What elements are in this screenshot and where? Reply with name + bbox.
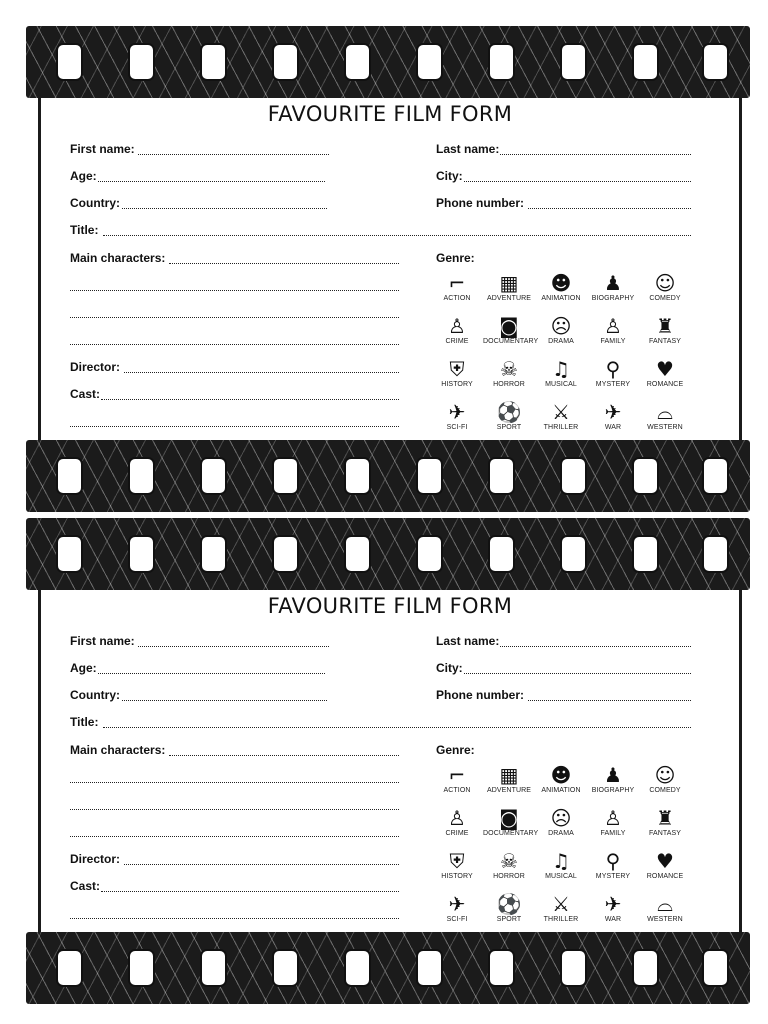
genre-label-text: DRAMA [548,830,574,837]
heart-icon: ♥ [656,849,674,873]
person-icon: ♟ [604,763,622,787]
shield-icon: ⛨ [449,357,465,381]
genre-label-text: ACTION [443,295,471,302]
genre-label-text: FANTASY [648,338,682,345]
genre-option-history[interactable] [431,357,483,388]
genre-option-sport[interactable] [483,892,535,923]
genre-option-crime[interactable] [431,806,483,837]
form-title: FAVOURITE FILM FORM [267,102,513,126]
genre-label-text: FANTASY [648,830,682,837]
map-icon: ▦ [499,763,519,787]
sprocket-hole [272,43,299,81]
field-label-first_name: First name: [70,142,135,156]
genre-label-text: FAMILY [600,338,626,345]
blank-line[interactable] [70,836,399,837]
pistol-icon: ⌐ [448,271,466,295]
genre-label-text: THRILLER [543,424,579,431]
field-label-country: Country: [70,196,120,210]
genre-label-text: ANIMATION [541,787,581,794]
sprocket-hole [702,457,729,495]
sprocket-hole [702,949,729,987]
field-line-city[interactable] [464,673,691,674]
genre-label-text: MUSICAL [545,381,577,388]
masked-face-icon: ☻ [550,763,572,787]
heart-icon: ♥ [656,357,674,381]
field-label-first_name: First name: [70,634,135,648]
blank-line[interactable] [70,782,399,783]
rocket-icon: ✈ [448,892,466,916]
music-note-icon: ♫ [552,849,570,873]
field-label-cast: Cast: [70,879,101,893]
film-camera-icon: ◙ [499,806,519,830]
film-strip-top [26,518,750,590]
sprocket-hole [416,535,443,573]
field-line-country[interactable] [122,208,327,209]
rocket-icon: ✈ [448,400,466,424]
form-panel [38,590,742,932]
family-icon: ♙ [604,806,622,830]
sprocket-hole [272,535,299,573]
laughing-face-icon: ☺ [654,763,676,787]
genre-label: Genre: [436,251,475,265]
genre-option-fantasy[interactable] [639,806,691,837]
genre-label-text: ROMANCE [646,381,684,388]
blank-line[interactable] [70,809,399,810]
genre-option-documentary[interactable] [483,806,539,837]
field-line-title[interactable] [103,727,691,728]
field-label-age: Age: [70,169,97,183]
sprocket-hole [344,949,371,987]
sprocket-hole [128,43,155,81]
genre-label-text: WESTERN [647,424,683,431]
genre-option-action[interactable] [431,271,483,302]
genre-option-comedy[interactable] [639,763,691,794]
film-strip-bottom [26,932,750,1004]
sprocket-hole [560,43,587,81]
sprocket-hole [272,457,299,495]
genre-label-text: HORROR [493,381,525,388]
genre-option-drama[interactable] [535,314,587,345]
knife-icon: ⚔ [552,400,570,424]
genre-label-text: COMEDY [649,295,681,302]
blank-line[interactable] [70,344,399,345]
genre-option-mystery[interactable] [587,357,639,388]
field-label-age: Age: [70,661,97,675]
field-label-director: Director: [70,360,121,374]
genre-label-text: WAR [604,916,622,923]
field-line-phone[interactable] [528,700,691,701]
genre-option-adventure[interactable] [483,763,535,794]
genre-option-horror[interactable] [483,849,535,880]
field-label-last_name: Last name: [436,142,500,156]
genre-label-text: WESTERN [647,916,683,923]
sprocket-hole [488,43,515,81]
blank-line[interactable] [70,290,399,291]
field-label-title: Title: [70,223,99,237]
field-label-last_name: Last name: [436,634,500,648]
theatre-masks-icon: ☹ [550,806,572,830]
sprocket-hole [200,535,227,573]
genre-label-text: BIOGRAPHY [591,787,635,794]
sprocket-hole [702,535,729,573]
fighter-jet-icon: ✈ [604,892,622,916]
field-line-cast[interactable] [101,891,399,892]
genre-label-text: SCI-FI [446,424,468,431]
field-line-director[interactable] [124,864,399,865]
genre-label-text: HISTORY [441,873,473,880]
genre-option-musical[interactable] [535,849,587,880]
sprocket-hole [128,535,155,573]
sprocket-hole [200,457,227,495]
form-panel [38,98,742,440]
field-label-title: Title: [70,715,99,729]
genre-option-biography[interactable] [587,271,639,302]
genre-label-text: ACTION [443,787,471,794]
sprocket-hole [702,43,729,81]
genre-option-musical[interactable] [535,357,587,388]
sprocket-hole [344,457,371,495]
sprocket-hole [416,949,443,987]
laughing-face-icon: ☺ [654,271,676,295]
blank-line[interactable] [70,426,399,427]
sprocket-hole [632,535,659,573]
genre-label: Genre: [436,743,475,757]
field-label-main_characters: Main characters: [70,743,166,757]
film-form-2 [26,518,750,1004]
genre-label-text: SPORT [496,916,522,923]
genre-option-romance[interactable] [639,357,691,388]
theatre-masks-icon: ☹ [550,314,572,338]
film-strip-bottom [26,440,750,512]
field-line-city[interactable] [464,181,691,182]
football-icon: ⚽ [496,892,522,916]
genre-label-text: HORROR [493,873,525,880]
genre-option-family[interactable] [587,314,639,345]
field-label-phone: Phone number: [436,688,525,702]
genre-label-text: BIOGRAPHY [591,295,635,302]
field-line-title[interactable] [103,235,691,236]
field-label-director: Director: [70,852,121,866]
genre-option-history[interactable] [431,849,483,880]
sprocket-hole [416,457,443,495]
film-camera-icon: ◙ [499,314,519,338]
sprocket-hole [128,457,155,495]
sprocket-hole [344,535,371,573]
sprocket-hole [56,43,83,81]
sprocket-hole [632,457,659,495]
fighter-jet-icon: ✈ [604,400,622,424]
field-line-main_characters[interactable] [169,263,399,264]
sprocket-hole [560,535,587,573]
genre-option-animation[interactable] [535,271,587,302]
genre-label-text: ADVENTURE [486,295,532,302]
film-strip-top [26,26,750,98]
genre-label-text: ADVENTURE [486,787,532,794]
genre-label-text: MYSTERY [595,873,631,880]
genre-label-text: COMEDY [649,787,681,794]
genre-option-thriller[interactable] [535,400,587,431]
field-label-city: City: [436,169,463,183]
field-label-main_characters: Main characters: [70,251,166,265]
field-line-director[interactable] [124,372,399,373]
cowboy-hat-icon: ⌓ [657,400,673,424]
field-line-phone[interactable] [528,208,691,209]
sprocket-hole [416,43,443,81]
field-label-country: Country: [70,688,120,702]
genre-option-animation[interactable] [535,763,587,794]
genre-option-war[interactable] [587,892,639,923]
genre-option-western[interactable] [639,400,691,431]
person-icon: ♟ [604,271,622,295]
field-line-first_name[interactable] [138,154,329,155]
genre-label-text: DOCUMENTARY [483,338,539,345]
genre-option-mystery[interactable] [587,849,639,880]
cowboy-hat-icon: ⌓ [657,892,673,916]
ghost-icon: ☠ [500,849,518,873]
sprocket-hole [56,535,83,573]
genre-option-crime[interactable] [431,314,483,345]
masked-face-icon: ☻ [550,271,572,295]
genre-option-action[interactable] [431,763,483,794]
sprocket-hole [488,457,515,495]
music-note-icon: ♫ [552,357,570,381]
genre-label-text: FAMILY [600,830,626,837]
genre-option-sci-fi[interactable] [431,400,483,431]
sprocket-hole [200,949,227,987]
sprocket-hole [56,949,83,987]
magnifying-glass-icon: ⚲ [605,849,621,873]
field-line-country[interactable] [122,700,327,701]
genre-option-fantasy[interactable] [639,314,691,345]
sprocket-hole [272,949,299,987]
map-icon: ▦ [499,271,519,295]
genre-option-sci-fi[interactable] [431,892,483,923]
chalk-outline-icon: ♙ [448,806,466,830]
genre-label-text: THRILLER [543,916,579,923]
genre-label-text: MUSICAL [545,873,577,880]
field-line-first_name[interactable] [138,646,329,647]
field-label-phone: Phone number: [436,196,525,210]
family-icon: ♙ [604,314,622,338]
sprocket-hole [128,949,155,987]
sprocket-hole [344,43,371,81]
sprocket-hole [632,43,659,81]
ghost-icon: ☠ [500,357,518,381]
field-line-age[interactable] [98,181,325,182]
genre-label-text: MYSTERY [595,381,631,388]
genre-option-family[interactable] [587,806,639,837]
genre-option-romance[interactable] [639,849,691,880]
genre-option-documentary[interactable] [483,314,539,345]
sprocket-hole [560,949,587,987]
genre-option-adventure[interactable] [483,271,535,302]
film-form-1 [26,26,750,512]
field-line-last_name[interactable] [500,154,691,155]
castle-icon: ♜ [656,314,674,338]
blank-line[interactable] [70,317,399,318]
sprocket-hole [632,949,659,987]
genre-option-comedy[interactable] [639,271,691,302]
genre-option-western[interactable] [639,892,691,923]
genre-option-war[interactable] [587,400,639,431]
genre-option-sport[interactable] [483,400,535,431]
shield-icon: ⛨ [449,849,465,873]
genre-option-biography[interactable] [587,763,639,794]
blank-line[interactable] [70,918,399,919]
genre-option-drama[interactable] [535,806,587,837]
field-line-last_name[interactable] [500,646,691,647]
pistol-icon: ⌐ [448,763,466,787]
castle-icon: ♜ [656,806,674,830]
field-label-cast: Cast: [70,387,101,401]
sprocket-hole [56,457,83,495]
sprocket-hole [488,535,515,573]
genre-label-text: CRIME [445,830,469,837]
genre-option-horror[interactable] [483,357,535,388]
genre-label-text: SPORT [496,424,522,431]
genre-label-text: CRIME [445,338,469,345]
sprocket-hole [488,949,515,987]
field-line-age[interactable] [98,673,325,674]
genre-label-text: DRAMA [548,338,574,345]
genre-label-text: SCI-FI [446,916,468,923]
genre-label-text: ROMANCE [646,873,684,880]
genre-option-thriller[interactable] [535,892,587,923]
field-line-main_characters[interactable] [169,755,399,756]
form-title: FAVOURITE FILM FORM [267,594,513,618]
knife-icon: ⚔ [552,892,570,916]
sprocket-hole [560,457,587,495]
football-icon: ⚽ [496,400,522,424]
magnifying-glass-icon: ⚲ [605,357,621,381]
genre-label-text: DOCUMENTARY [483,830,539,837]
field-line-cast[interactable] [101,399,399,400]
field-label-city: City: [436,661,463,675]
genre-label-text: WAR [604,424,622,431]
sprocket-hole [200,43,227,81]
chalk-outline-icon: ♙ [448,314,466,338]
genre-label-text: ANIMATION [541,295,581,302]
genre-label-text: HISTORY [441,381,473,388]
